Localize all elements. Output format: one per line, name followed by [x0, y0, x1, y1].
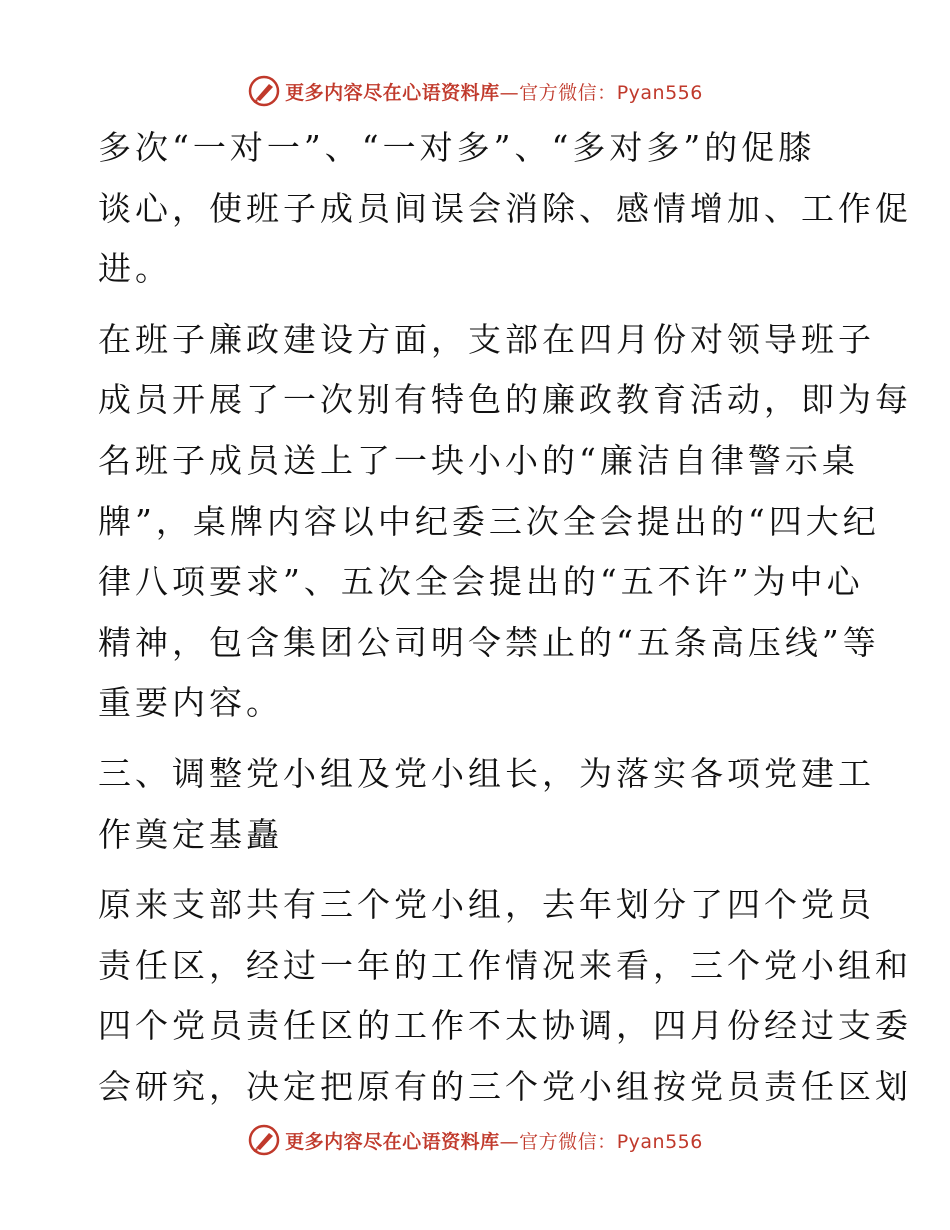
text-line: 多次“一对一”、“一对多”、“多对多”的促膝	[98, 128, 816, 167]
footer-watermark	[0, 1120, 950, 1160]
paragraph-2	[98, 310, 912, 734]
pen-logo-icon	[247, 74, 281, 108]
wechat-label: 官方微信：	[519, 81, 617, 104]
header-watermark	[0, 71, 950, 111]
wechat-label: 官方微信：	[519, 1130, 617, 1153]
text-line: 在班子廉政建设方面，支部在四月份对领导班子	[98, 319, 875, 359]
pen-logo-icon	[247, 1123, 281, 1157]
text-line: 原来支部共有三个党小组，去年划分了四个党员	[98, 885, 875, 925]
header-watermark-text	[285, 78, 703, 105]
text-line: 重要内容。	[98, 683, 283, 723]
text-line: 名班子成员送上了一块小小的“廉洁自律警示桌	[98, 440, 859, 480]
text-line: 成员开展了一次别有特色的廉政教育活动，即为每	[98, 380, 912, 420]
brand-name: 更多内容尽在心语资料库	[285, 1130, 500, 1153]
text-line: 进。	[98, 249, 172, 289]
section-heading	[98, 744, 875, 865]
paragraph-1	[98, 118, 912, 300]
footer-watermark-text	[285, 1127, 703, 1154]
document-body	[98, 118, 912, 1118]
text-line: 四个党员责任区的工作不太协调，四月份经过支委	[98, 1006, 912, 1046]
text-line: 作奠定基矗	[98, 814, 283, 854]
brand-dash: —	[499, 81, 520, 104]
text-line: 律八项要求”、五次全会提出的“五不许”为中心	[98, 562, 864, 602]
text-line: 责任区，经过一年的工作情况来看，三个党小组和	[98, 945, 912, 985]
text-line: 牌”，桌牌内容以中纪委三次全会提出的“四大纪	[98, 501, 880, 541]
text-line: 谈心，使班子成员间误会消除、感情增加、工作促	[98, 188, 912, 228]
brand-name: 更多内容尽在心语资料库	[285, 81, 500, 104]
text-line: 会研究，决定把原有的三个党小组按党员责任区划	[98, 1066, 912, 1106]
wechat-id: Pyan556	[616, 81, 703, 104]
paragraph-3	[98, 875, 912, 1117]
wechat-id: Pyan556	[616, 1130, 703, 1153]
brand-dash: —	[499, 1130, 520, 1153]
text-line: 精神，包含集团公司明令禁止的“五条高压线”等	[98, 622, 880, 662]
text-line: 三、调整党小组及党小组长，为落实各项党建工	[98, 753, 875, 793]
